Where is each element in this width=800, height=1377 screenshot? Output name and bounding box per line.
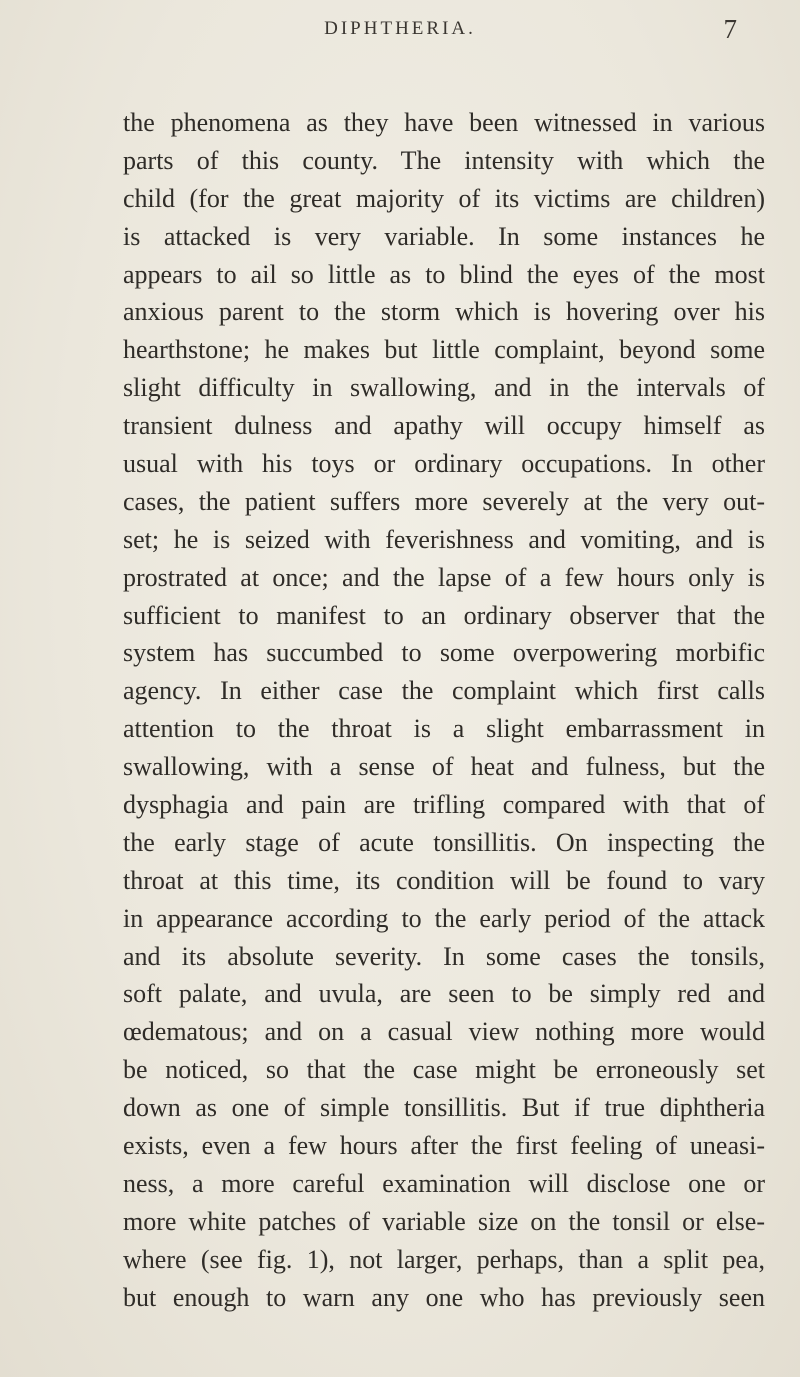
text-line: in appearance according to the early period of the attack (123, 903, 765, 933)
text-line: slight difficulty in swallowing, and in the intervals of (123, 373, 765, 403)
text-line: exists, even a few hours after the first feeling of uneasi- (123, 1131, 765, 1161)
text-line: and its absolute severity. In some cases the tonsils, (123, 941, 765, 971)
text-line: set; he is seized with feverishness and vomiting, and is (123, 524, 765, 554)
text-line: throat at this time, its condition will be found to vary (123, 865, 765, 895)
text-line: appears to ail so little as to blind the eyes of the most (123, 259, 765, 289)
page-header (0, 14, 800, 54)
text-line: the early stage of acute tonsillitis. On inspecting the (123, 827, 765, 857)
text-line: transient dulness and apathy will occupy himself as (123, 411, 765, 441)
text-line: soft palate, and uvula, are seen to be simply red and (123, 979, 765, 1009)
text-line: ness, a more careful examination will disclose one or (123, 1168, 765, 1198)
text-line: where (see fig. 1), not larger, perhaps, than a split pea, (123, 1244, 765, 1274)
text-line: more white patches of variable size on the tonsil or else- (123, 1206, 765, 1236)
running-title: DIPHTHERIA. (324, 18, 476, 39)
page-number: 7 (723, 14, 737, 44)
text-line: child (for the great majority of its victims are children) (123, 183, 765, 213)
text-line: parts of this county. The intensity with which the (123, 145, 765, 175)
body-text (123, 104, 765, 1317)
text-line: anxious parent to the storm which is hovering over his (123, 297, 765, 327)
text-line: be noticed, so that the case might be erroneously set (123, 1055, 765, 1085)
text-line: is attacked is very variable. In some instances he (123, 221, 765, 251)
text-line: cases, the patient suffers more severely at the very out- (123, 486, 765, 516)
text-line: the phenomena as they have been witnessed in various (123, 108, 765, 137)
text-line: but enough to warn any one who has previously seen (123, 1282, 765, 1312)
text-line: down as one of simple tonsillitis. But if true diphtheria (123, 1093, 765, 1123)
text-line: usual with his toys or ordinary occupations. In other (123, 449, 765, 479)
text-line: œdematous; and on a casual view nothing more would (123, 1017, 765, 1047)
text-line: sufficient to manifest to an ordinary observer that the (123, 600, 765, 630)
text-line: dysphagia and pain are trifling compared with that of (123, 790, 765, 820)
text-line: swallowing, with a sense of heat and fulness, but the (123, 752, 765, 782)
text-line: prostrated at once; and the lapse of a few hours only is (123, 562, 765, 592)
text-line: agency. In either case the complaint which first calls (123, 676, 765, 706)
text-line: attention to the throat is a slight embarrassment in (123, 714, 765, 744)
text-line: hearthstone; he makes but little complaint, beyond some (123, 335, 765, 365)
text-line: system has succumbed to some overpowering morbific (123, 638, 765, 668)
